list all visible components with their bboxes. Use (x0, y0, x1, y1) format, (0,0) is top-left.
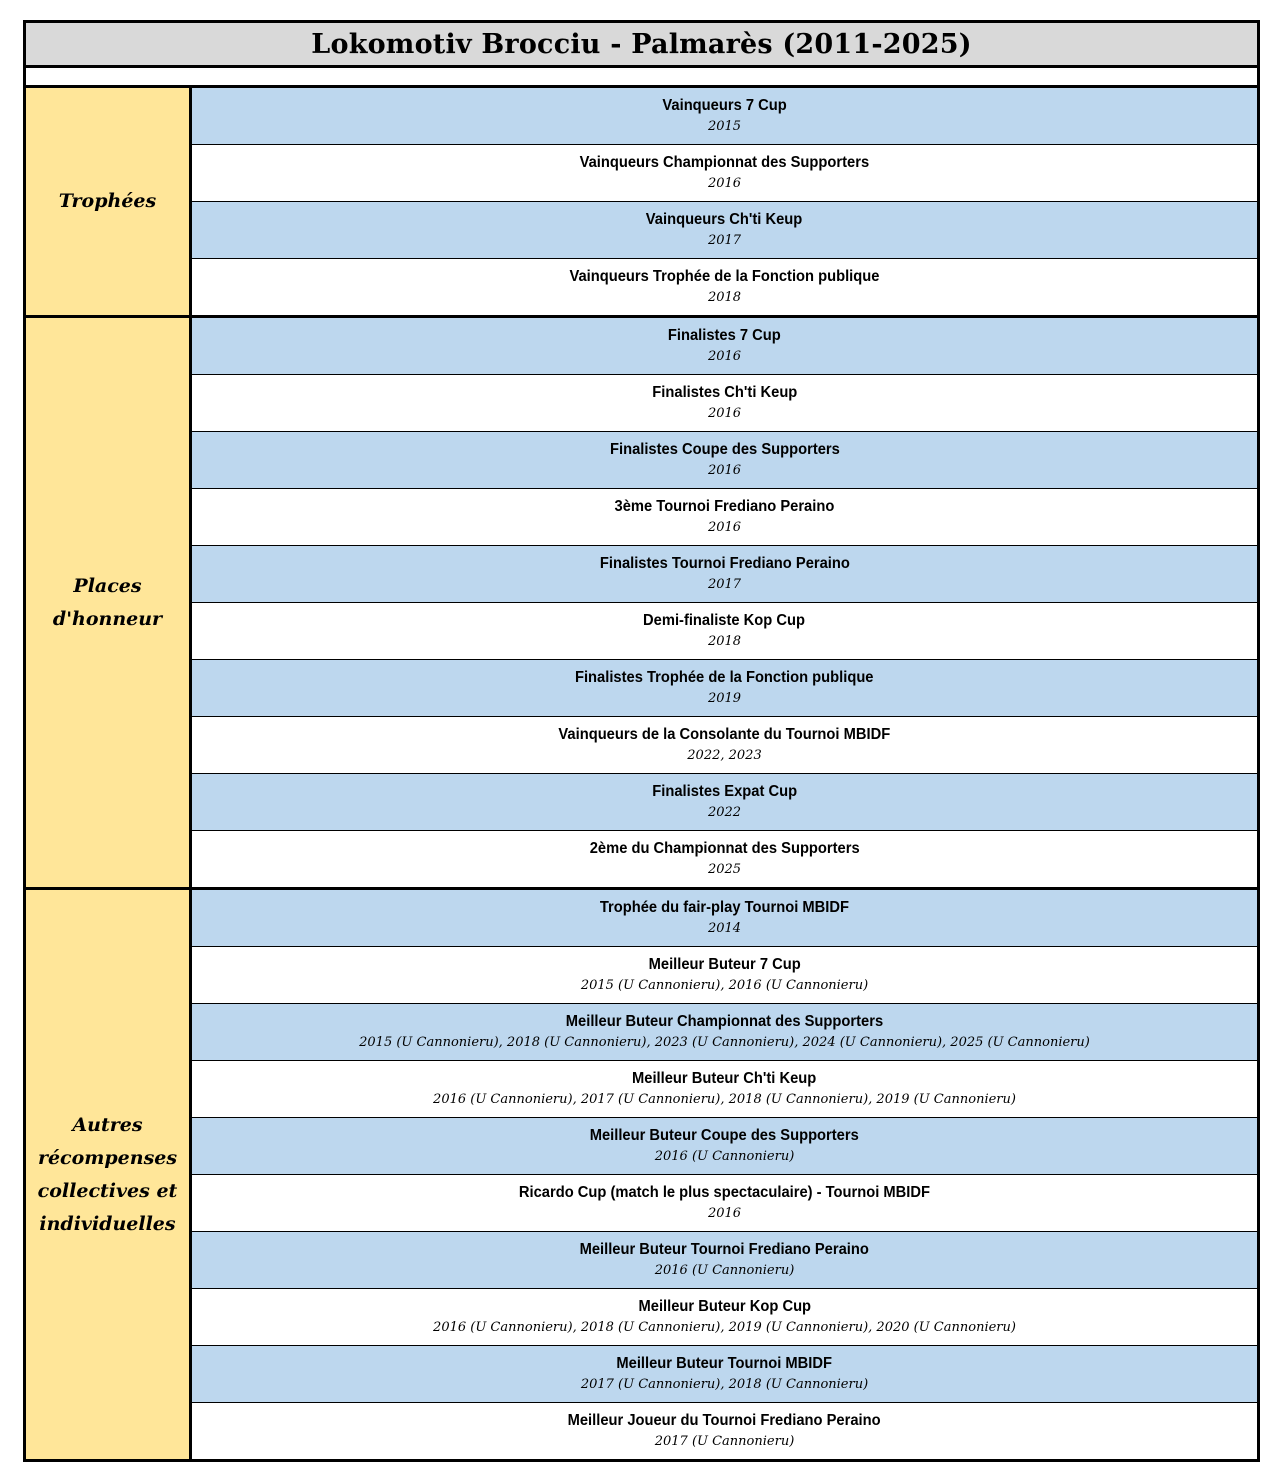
award-years: 2022, 2023 (687, 748, 762, 763)
page-title: Lokomotiv Brocciu - Palmarès (2011-2025) (311, 28, 972, 60)
award-years: 2018 (707, 634, 742, 649)
award-years: 2017 (707, 577, 742, 592)
section-rows (192, 890, 1257, 1459)
award-years: 2016 (U Cannonieru), 2017 (U Cannonieru), 2018 (U Cannonieru), 2019 (U Cannonieru) (433, 1092, 1016, 1107)
title-bar (23, 20, 1260, 68)
award-years: 2017 (U Cannonieru) (654, 1434, 795, 1449)
award-name: Meilleur Buteur Kop Cup (638, 1298, 811, 1315)
table-row (192, 603, 1257, 660)
table-row (192, 259, 1257, 315)
award-years: 2016 (707, 406, 742, 421)
table-row (192, 1232, 1257, 1289)
section-label: Trophées (26, 88, 192, 315)
award-years: 2016 (U Cannonieru) (654, 1149, 795, 1164)
award-years: 2022 (707, 805, 742, 820)
award-years: 2016 (U Cannonieru) (654, 1263, 795, 1278)
table-row (192, 1346, 1257, 1403)
section-rows (192, 318, 1257, 887)
table-row (192, 546, 1257, 603)
award-name: Finalistes Ch'ti Keup (651, 384, 797, 401)
section-1 (23, 318, 1260, 890)
award-name: Finalistes Coupe des Supporters (609, 441, 840, 458)
table-row (192, 489, 1257, 546)
award-name: Vainqueurs 7 Cup (662, 97, 787, 114)
award-name: Meilleur Buteur Coupe des Supporters (589, 1127, 860, 1144)
table-row (192, 717, 1257, 774)
table-row (192, 831, 1257, 887)
table-row (192, 774, 1257, 831)
award-name: Meilleur Buteur 7 Cup (648, 956, 801, 973)
award-name: Meilleur Buteur Tournoi Frediano Peraino (579, 1241, 870, 1258)
award-name: Trophée du fair-play Tournoi MBIDF (599, 899, 850, 916)
table-row (192, 1175, 1257, 1232)
table-row (192, 947, 1257, 1004)
section-0 (23, 88, 1260, 318)
award-years: 2025 (707, 862, 742, 877)
palmares-table (23, 20, 1260, 1462)
table-row (192, 88, 1257, 145)
section-2 (23, 890, 1260, 1462)
award-name: Vainqueurs de la Consolante du Tournoi MBIDF (558, 726, 891, 743)
award-name: 3ème Tournoi Frediano Peraino (614, 498, 835, 515)
award-name: Meilleur Buteur Ch'ti Keup (632, 1070, 817, 1087)
award-name: Vainqueurs Championnat des Supporters (579, 154, 870, 171)
award-years: 2016 (707, 349, 742, 364)
award-years: 2016 (707, 176, 742, 191)
award-years: 2017 (707, 233, 742, 248)
award-years: 2014 (707, 921, 742, 936)
award-name: Meilleur Joueur du Tournoi Frediano Peraino (568, 1412, 881, 1429)
table-row (192, 1118, 1257, 1175)
award-name: Finalistes Expat Cup (652, 783, 797, 800)
award-years: 2018 (707, 290, 742, 305)
award-name: Ricardo Cup (match le plus spectaculaire) - Tournoi MBIDF (518, 1184, 931, 1201)
section-rows (192, 88, 1257, 315)
award-name: Meilleur Buteur Championnat des Supporters (565, 1013, 884, 1030)
award-years: 2019 (707, 691, 742, 706)
award-name: Vainqueurs Ch'ti Keup (646, 211, 803, 228)
award-years: 2015 (U Cannonieru), 2016 (U Cannonieru) (580, 978, 869, 993)
award-name: Finalistes Tournoi Frediano Peraino (599, 555, 850, 572)
award-name: Meilleur Buteur Tournoi MBIDF (616, 1355, 833, 1372)
table-row (192, 890, 1257, 947)
award-years: 2015 (707, 119, 742, 134)
award-years: 2016 (707, 1206, 742, 1221)
table-row (192, 660, 1257, 717)
table-row (192, 432, 1257, 489)
award-years: 2016 (U Cannonieru), 2018 (U Cannonieru), 2019 (U Cannonieru), 2020 (U Cannonieru) (433, 1320, 1016, 1335)
table-row (192, 375, 1257, 432)
award-name: 2ème du Championnat des Supporters (589, 840, 860, 857)
award-years: 2015 (U Cannonieru), 2018 (U Cannonieru), 2023 (U Cannonieru), 2024 (U Cannonieru), 2025 (U Cannonieru) (359, 1035, 1090, 1050)
award-name: Finalistes 7 Cup (668, 327, 781, 344)
table-row (192, 145, 1257, 202)
award-name: Vainqueurs Trophée de la Fonction publique (569, 268, 880, 285)
table-row (192, 1004, 1257, 1061)
table-row (192, 1403, 1257, 1459)
section-label: Autres récompenses collectives et individuelles (26, 890, 192, 1459)
spacer-row (23, 68, 1260, 88)
award-name: Finalistes Trophée de la Fonction publique (575, 669, 874, 686)
award-years: 2016 (707, 520, 742, 535)
sections-container (23, 88, 1260, 1462)
table-row (192, 202, 1257, 259)
table-row (192, 1289, 1257, 1346)
award-name: Demi-finaliste Kop Cup (643, 612, 806, 629)
table-row (192, 318, 1257, 375)
award-years: 2017 (U Cannonieru), 2018 (U Cannonieru) (580, 1377, 869, 1392)
section-label: Places d'honneur (26, 318, 192, 887)
table-row (192, 1061, 1257, 1118)
award-years: 2016 (707, 463, 742, 478)
